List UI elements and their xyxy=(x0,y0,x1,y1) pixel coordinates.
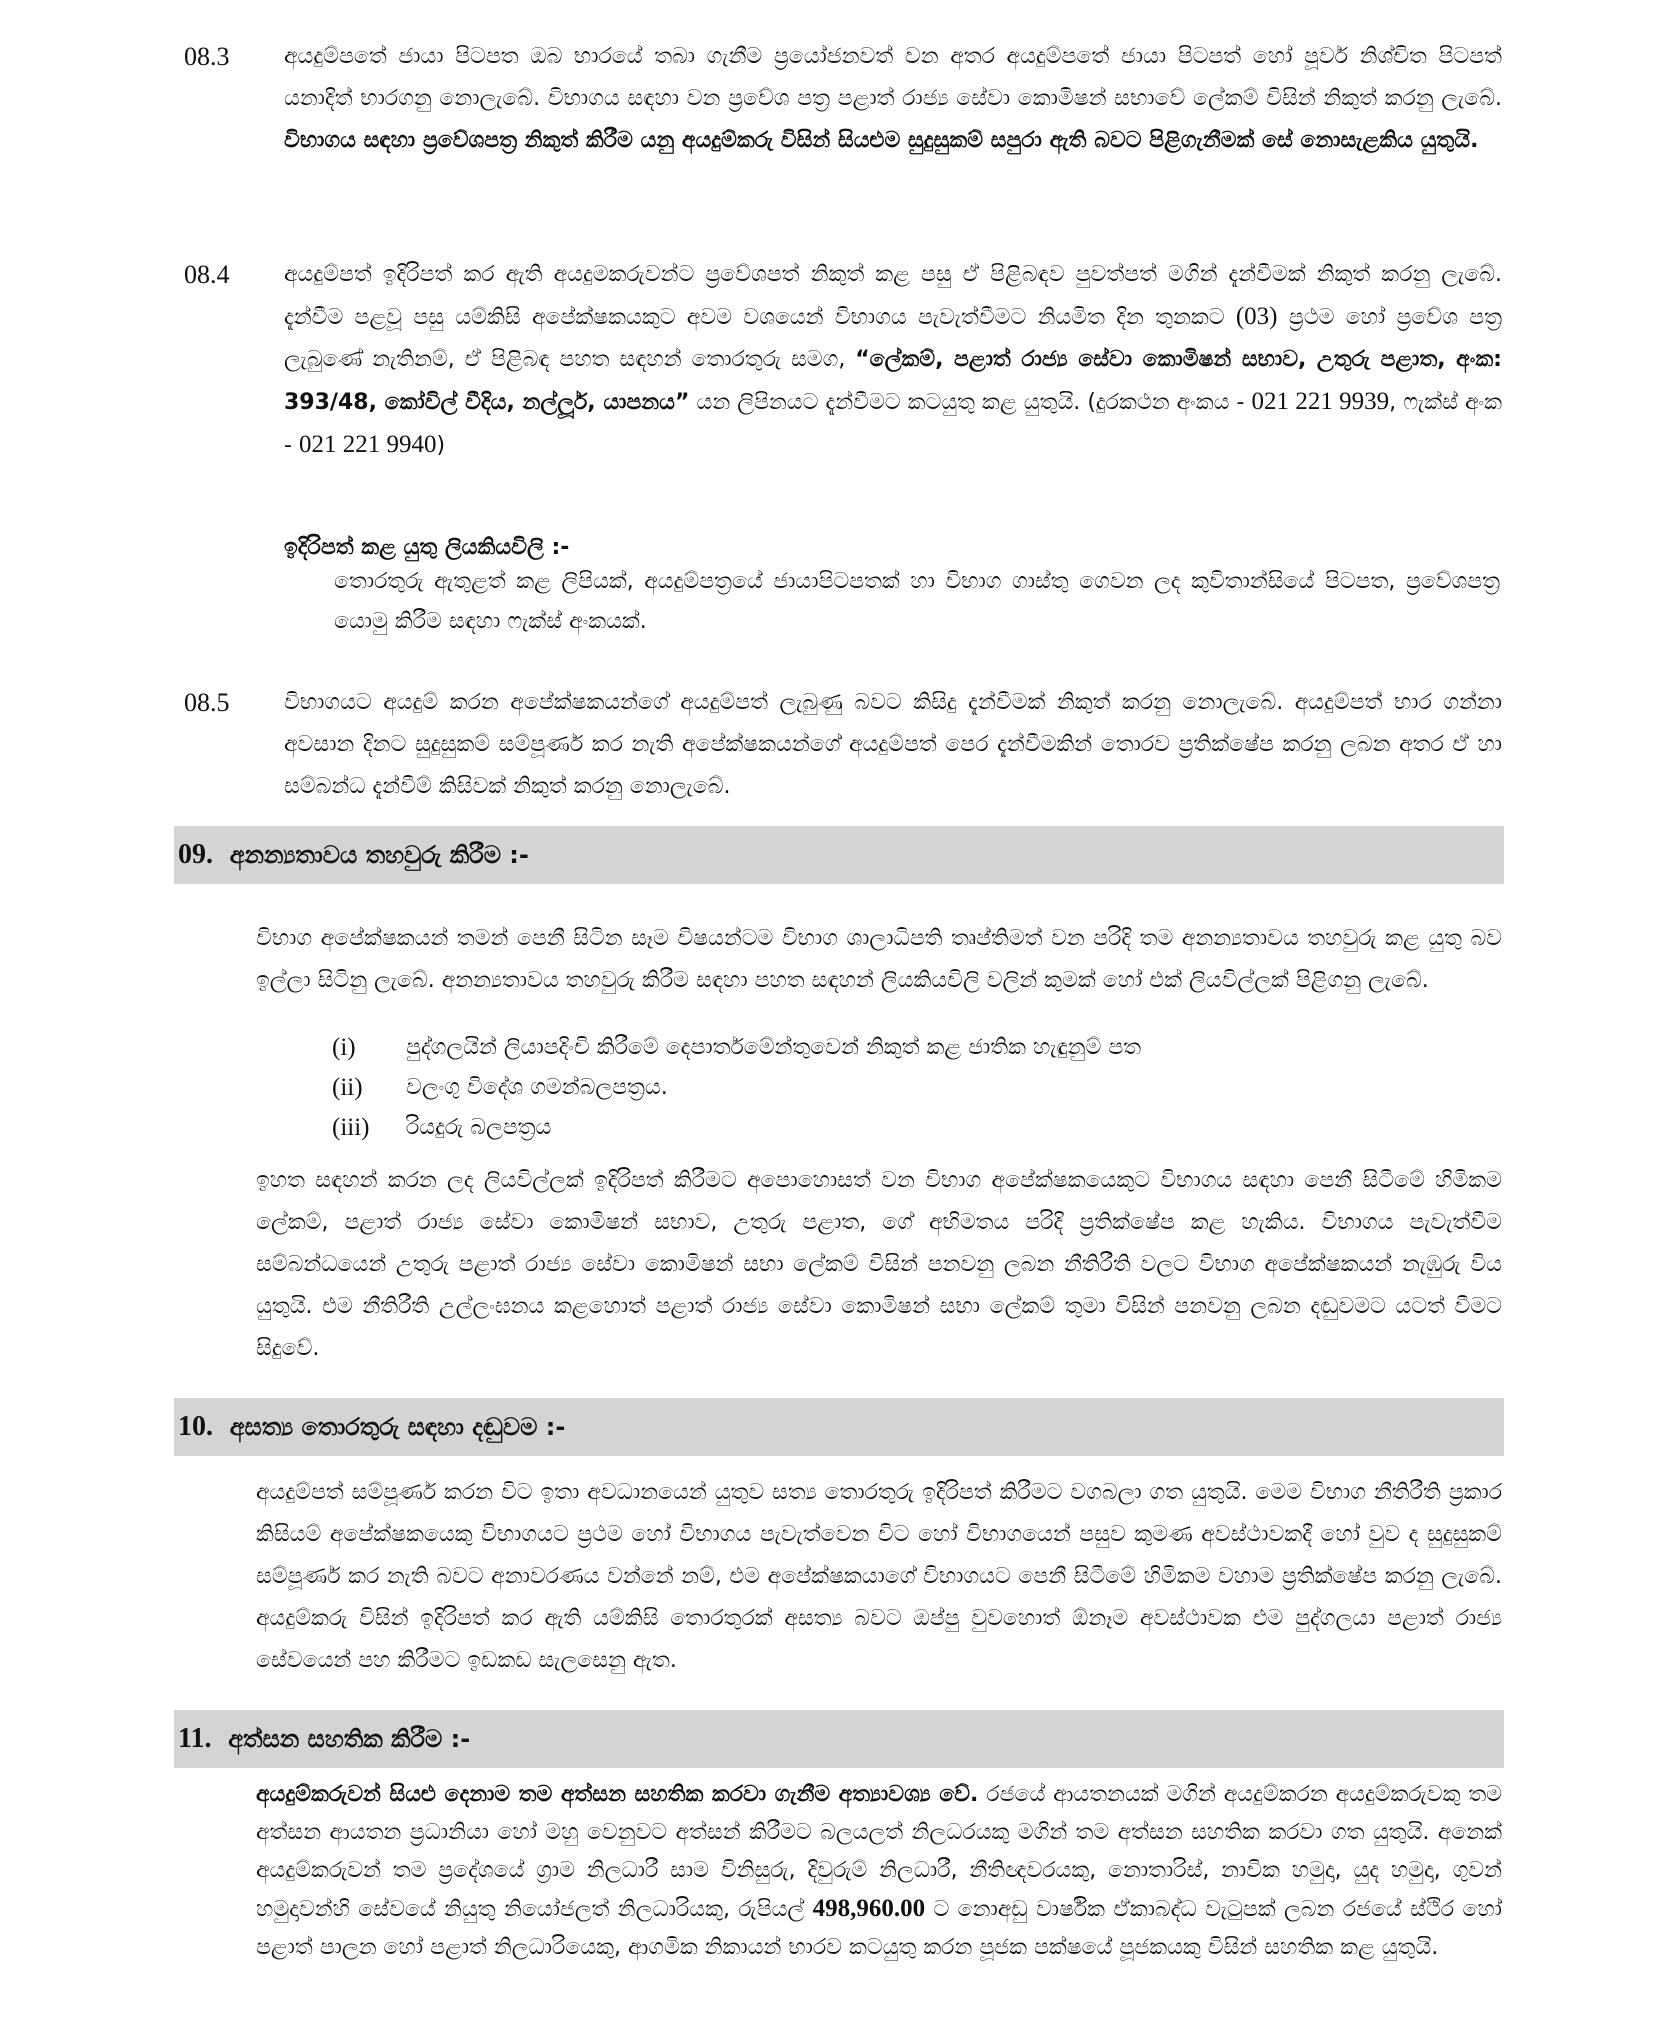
section-11-number: 11. xyxy=(178,1723,212,1754)
secretary-address: “ලේකම්, පළාත් රාජ්‍ය සේවා කොමිෂන් සභාව, උතුරු පළාත, අංක: 393/48, කෝවිල් වීදිය, නල්ලූර්, යාපනය” xyxy=(284,347,1502,415)
documents-heading: ඉදිරිපත් කළ යුතු ලියකියවිලි :- xyxy=(284,535,570,560)
section-11-heading xyxy=(174,1710,1504,1768)
list-item-roman: (iii) xyxy=(332,1114,370,1141)
section-number-08-4: 08.4 xyxy=(184,260,230,289)
section-09-title: අනන්‍යතාවය තහවුරු කිරීම :- xyxy=(229,841,529,869)
section-09-closing: ඉහත සඳහන් කරන ලද ලියවිල්ලක් ඉදිරිපත් කිරීමට අපොහොසත් වන විභාග අපේක්ෂකයෙකුට විභාගය සඳහා පෙනී සිටීමේ හිමිකම ලේකම්, පළාත් රාජ්‍ය සේවා කොමිෂන් සභාව, උතුරු පළාත, ගේ අභිමතය පරිදි ප්‍රතික්ෂේප කළ හැකිය. විභාගය පැවැත්වීම සම්බන්ධයෙන් උතුරු පළාත් රාජ්‍ය සේවා කොමිෂන් සභා ලේකම් විසින් පනවනු ලබන නීතිරීති වලට විභාග අපේක්ෂකයන් නැඹුරු විය යුතුයි. එම නීතිරීති උල්ලංඝනය කළහොත් පළාත් රාජ්‍ය සේවා කොමිෂන් සභා ලේකම් තුමා විසින් පනවනු ලබන දඬුවමට යටත් වීමට සිදුවේ. xyxy=(256,1168,1502,1361)
list-item-text: රියදුරු බලපත්‍රය xyxy=(406,1115,552,1140)
section-08-4-body-5: ) xyxy=(436,433,446,458)
days-count: (03) xyxy=(1235,303,1278,330)
phone-number: 021 221 9939 xyxy=(1251,388,1390,415)
list-item-text: පුද්ගලයින් ලියාපදිංචි කිරීමේ දෙපාර්තමේන්තුවෙන් නිකුත් කළ ජාතික හැඳුනුම් පත xyxy=(406,1035,1142,1060)
fax-number: 021 221 9940 xyxy=(298,431,437,458)
section-11-text xyxy=(256,1776,1502,1967)
section-10-text: අයදුම්පත් සම්පූර්ණ කරන විට ඉතා අවධානයෙන් යුතුව සත්‍ය තොරතුරු ඉදිරිපත් කිරීමට වගබලා ගත යුතුයි. මෙම විභාග නීතිරීති ප්‍රකාර කිසියම් අපේක්ෂකයෙකු විභාගයට ප්‍රථම හෝ විභාගය පැවැත්වෙන විට හෝ විභාගයෙන් පසුව කුමණ අවස්ථාවකදී හෝ වුව ද සුදුසුකම් සම්පූර්ණ කර නැති බවට අනාවරණය වන්නේ නම්, එම අපේක්ෂකයාගේ විභාගයට පෙනී සිටීමේ හිමිකම වහාම ප්‍රතික්ෂේප කරනු ලැබේ. අයදුම්කරු විසින් ඉදිරිපත් කර ඇති යම්කිසි තොරතුරක් අසත්‍ය බවට ඔප්පු වුවහොත් ඕනෑම අවස්ථාවක එම පුද්ගලයා පළාත් රාජ්‍ය සේවයෙන් පහ කිරීමට ඉඩකඩ සැලසෙනු ඇත. xyxy=(256,1480,1502,1673)
section-08-3-text xyxy=(284,36,1502,162)
documents-text: තොරතුරු ඇතුළත් කළ ලිපියක්, අයදුම්පත්‍රයේ ජායාපිටපතක් හා විභාග ගාස්තු ගෙවන ලද කුවිතාන්සියේ පිටපත, ප්‍රවේශපත්‍ර යොමු කිරීම සඳහා ෆැක්ස් අංකයක්. xyxy=(334,569,1500,634)
section-11-bold-note: අයදුම්කරුවන් සියළු දෙනාම තම අත්සන සහතික කරවා ගැනීම අත්‍යාවශ්‍ය වේ. xyxy=(256,1782,979,1807)
section-08-4-body-3: යන ලිපිනයට දැන්වීමට කටයුතු කළ යුතුයි. (දුරකථන අංකය - xyxy=(689,390,1252,415)
section-number-08-3: 08.3 xyxy=(184,42,230,71)
section-11-body-1: රජයේ ආයතනයක් මගින් අයදුම්කරන අයදුම්කරුවකු තම අත්සන ආයතන ප්‍රධානියා හෝ මහු වෙනුවට අත්සන් කිරීමට බලයලත් නිලධරයකු මගින් තම අත්සන සහතික කරවා ගත යුතුයි. අනෙක් අයදුම්කරුවන් තම ප්‍රදේශයේ ග්‍රාම නිලධාරී සාම විනිසුරු, දිවුරුම් නිලධාරී, නීතිඥවරයකු, නොතාරිස්, නාවික හමුදා, යුද හමුදා, ගුවන් හමුදාවන්හි සේවයේ නියුතු නියෝජලත් නිලධාරියකු, රුපියල් xyxy=(256,1782,1503,1922)
section-10-title: අසත්‍ය තොරතුරු සඳහා දඬුවම :- xyxy=(229,1413,566,1441)
salary-amount: 498,960.00 xyxy=(812,1895,926,1922)
list-item-roman: (ii) xyxy=(332,1074,363,1101)
section-08-4-body-4: , ෆැක්ස් අංක - xyxy=(284,390,1502,458)
section-09-heading xyxy=(174,826,1504,884)
section-11-body-2: ට නොඅඩු වාර්ෂික ඒකාබද්ධ වැටුපක් ලබන රජයේ ස්ථිර හෝ පළාත් පාලන හෝ පළාත් නිලධාරියෙකු, ආගමික නිකායන් භාරව කටයුතු කරන පූජක පක්ෂයේ පූජකයකු විසින් සහතික කළ යුතුයි. xyxy=(256,1897,1503,1960)
section-10-heading xyxy=(174,1398,1504,1456)
section-09-number: 09. xyxy=(178,839,213,870)
section-08-3-bold-note: විභාගය සඳහා ප්‍රවේශපත්‍ර නිකුත් කිරීම යනු අයදුම්කරු විසින් සියළුම සුදුසුකම් සපුරා ඇති බවට පිළිගැනීමක් සේ නොසැළකිය යුතුයි. xyxy=(284,128,1479,153)
section-08-5-text: විභාගයට අයදුම් කරන අපේක්ෂකයන්ගේ අයදුම්පත් ලැබුණු බවට කිසිදු දැන්වීමක් නිකුත් කරනු නොලැබේ. අයදුම්පත් භාර ගන්නා අවසාන දිනට සුදුසුකම් සම්පූර්ණ කර නැති අපේක්ෂකයන්ගේ අයදුම්පත් පෙර දැන්වීමකින් තොරව ප්‍රතික්ෂේප කරනු ලබන අතර ඒ හා සම්බන්ධ දැන්වීම් කිසිවක් නිකුත් කරනු නොලැබේ. xyxy=(284,690,1502,799)
list-item-roman: (i) xyxy=(332,1034,356,1061)
section-10-number: 10. xyxy=(178,1411,213,1442)
section-number-08-5: 08.5 xyxy=(184,688,230,717)
section-08-4-text xyxy=(284,254,1502,467)
section-09-intro: විභාග අපේක්ෂකයන් තමන් පෙනී සිටින සෑම විෂයන්ටම විභාග ශාලාධිපති තෘප්තිමත් වන පරිදි තම අනන්‍යතාවය තහවුරු කළ යුතු බව ඉල්ලා සිටිනු ලැබේ. අනන්‍යතාවය තහවුරු කිරීම සඳහා පහත සඳහන් ලියකියවිලි වලින් කුමක් හෝ එක් ලියවිල්ලක් පිළිගනු ලැබේ. xyxy=(256,926,1502,993)
section-11-title: අත්සන සහතික කිරීම :- xyxy=(228,1725,471,1753)
section-08-4-body-2: ප්‍රථම හෝ ප්‍රවේශ පත්‍ර ලැබුණේ නැතිනම්, ඒ පිළිබඳ පහත සඳහන් තොරතුරු සමග, xyxy=(284,305,1502,372)
list-item-text: වලංගු විදේශ ගමන්බලපත්‍රය. xyxy=(406,1075,668,1100)
section-08-4-body-1: අයදුම්පත් ඉදිරිපත් කර ඇති අයදුමකරුවන්ට ප්‍රවේශපත් නිකුත් කළ පසු ඒ පිළිබඳව පුවත්පත් මගින් දැන්වීමක් නිකුත් කරනු ලැබේ. දැන්වීම පළවූ පසු යම්කිසි අපේක්ෂකයකුට අවම වශයෙන් විභාගය පැවැත්වීමට නියමිත දින තුනකට xyxy=(284,262,1502,330)
section-08-3-body: අයදුම්පතේ ජායා පිටපත ඔබ භාරයේ තබා ගැනීම ප්‍රයෝජනවත් වන අතර අයදුම්පතේ ජායා පිටපත් හෝ පූර්ව නිශ්චිත පිටපත් යනාදිත් භාරගනු නොලැබේ. විභාගය සඳහා වන ප්‍රවේශ පත්‍ර පළාත් රාජ්‍ය සේවා කොමිෂන් සභාවේ ලේකම් විසින් නිකුත් කරනු ලැබේ. xyxy=(284,44,1502,111)
